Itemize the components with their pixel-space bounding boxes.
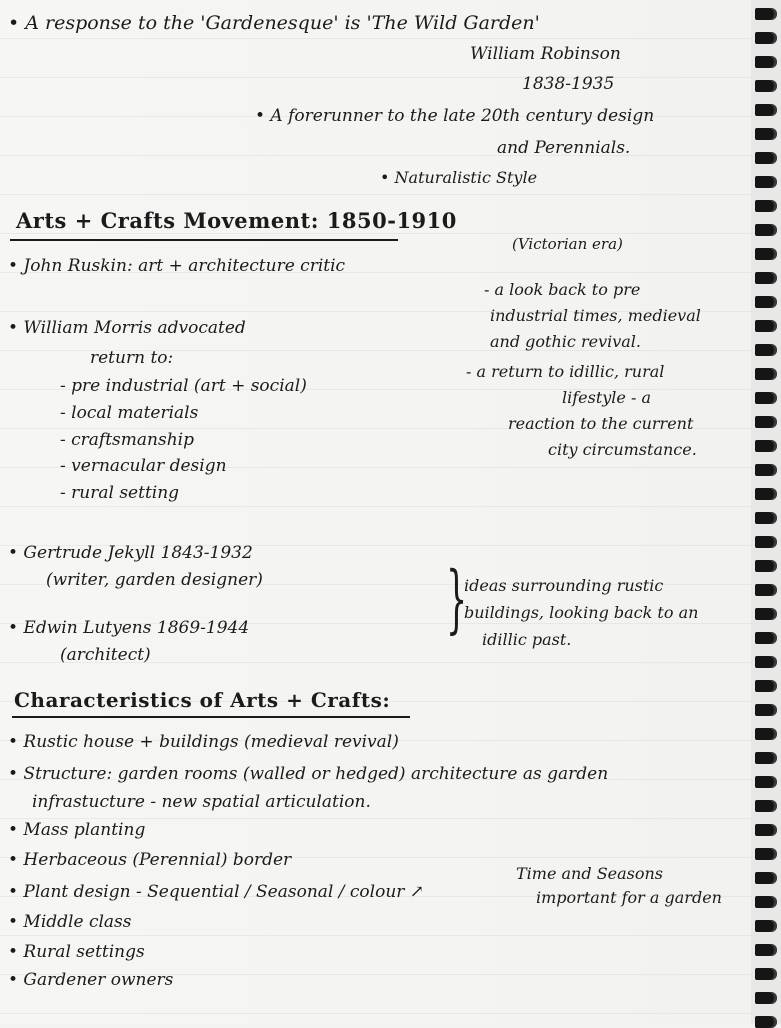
binding-ring — [755, 248, 777, 260]
characteristic-item: • Gardener owners — [8, 970, 174, 990]
binding-ring — [755, 704, 777, 716]
binding-ring — [755, 872, 777, 884]
ruskin-line: • John Ruskin: art + architecture critic — [8, 256, 346, 276]
binding-ring — [755, 560, 777, 572]
right-note: - a look back to pre — [484, 280, 641, 299]
curly-bracket: } — [445, 556, 468, 642]
characteristics-underline — [12, 716, 410, 718]
characteristics-heading: Characteristics of Arts + Crafts: — [14, 688, 391, 712]
intro-line-6: • Naturalistic Style — [380, 168, 538, 187]
binding-ring — [755, 848, 777, 860]
list-item: - vernacular design — [60, 456, 227, 476]
binding-ring — [755, 752, 777, 764]
binding-ring — [755, 680, 777, 692]
binding-ring — [755, 656, 777, 668]
right-note: - a return to idillic, rural — [466, 362, 665, 381]
right-note: reaction to the current — [508, 414, 694, 433]
ideas-note: ideas surrounding rustic — [464, 576, 664, 595]
list-item: - rural setting — [60, 483, 180, 503]
binding-ring — [755, 800, 777, 812]
arts-crafts-heading: Arts + Crafts Movement: 1850-1910 — [16, 208, 457, 233]
characteristic-item: infrastucture - new spatial articulation. — [32, 792, 371, 812]
binding-ring — [755, 128, 777, 140]
binding-ring — [755, 224, 777, 236]
binding-ring — [755, 176, 777, 188]
lutyens-line-1: • Edwin Lutyens 1869-1944 — [8, 618, 250, 638]
intro-line-3: 1838-1935 — [522, 74, 615, 94]
characteristic-item: • Plant design - Sequential / Seasonal / colour ↗ — [8, 882, 425, 902]
jekyll-line-1: • Gertrude Jekyll 1843-1932 — [8, 543, 253, 563]
right-note: city circumstance. — [548, 440, 697, 459]
characteristic-item: • Herbaceous (Perennial) border — [8, 850, 292, 870]
side-note-1: Time and Seasons — [516, 864, 664, 883]
binding-ring — [755, 320, 777, 332]
binding-ring — [755, 56, 777, 68]
list-item: - pre industrial (art + social) — [60, 376, 307, 396]
side-note-2: important for a garden — [536, 888, 722, 907]
binding-ring — [755, 536, 777, 548]
lutyens-line-2: (architect) — [60, 645, 151, 665]
binding-ring — [755, 968, 777, 980]
binding-ring — [755, 344, 777, 356]
binding-ring — [755, 608, 777, 620]
binding-ring — [755, 920, 777, 932]
binding-ring — [755, 944, 777, 956]
characteristic-item: • Middle class — [8, 912, 132, 932]
binding-ring — [755, 152, 777, 164]
spiral-binding — [751, 0, 781, 1024]
binding-ring — [755, 464, 777, 476]
binding-ring — [755, 416, 777, 428]
binding-ring — [755, 1016, 777, 1028]
binding-ring — [755, 776, 777, 788]
morris-line-1: • William Morris advocated — [8, 318, 246, 338]
morris-line-2: return to: — [90, 348, 174, 368]
list-item: - craftsmanship — [60, 430, 194, 450]
binding-ring — [755, 104, 777, 116]
binding-ring — [755, 824, 777, 836]
binding-ring — [755, 32, 777, 44]
binding-ring — [755, 584, 777, 596]
right-note: lifestyle - a — [562, 388, 652, 407]
characteristic-item: • Rural settings — [8, 942, 145, 962]
intro-line-2: William Robinson — [470, 44, 621, 64]
right-note: industrial times, medieval — [490, 306, 701, 325]
intro-line-1: • A response to the 'Gardenesque' is 'The Wild Garden' — [8, 12, 540, 34]
binding-ring — [755, 392, 777, 404]
binding-ring — [755, 896, 777, 908]
binding-ring — [755, 728, 777, 740]
binding-ring — [755, 272, 777, 284]
binding-ring — [755, 80, 777, 92]
binding-ring — [755, 200, 777, 212]
intro-line-4: • A forerunner to the late 20th century design — [255, 106, 655, 126]
binding-ring — [755, 440, 777, 452]
binding-ring — [755, 8, 777, 20]
binding-ring — [755, 296, 777, 308]
era-note: (Victorian era) — [512, 235, 623, 253]
binding-ring — [755, 992, 777, 1004]
intro-line-5: and Perennials. — [497, 138, 631, 158]
binding-ring — [755, 368, 777, 380]
characteristic-item: • Structure: garden rooms (walled or hedged) architecture as garden — [8, 764, 609, 784]
binding-ring — [755, 488, 777, 500]
list-item: - local materials — [60, 403, 199, 423]
ideas-note: idillic past. — [482, 630, 572, 649]
characteristic-item: • Mass planting — [8, 820, 146, 840]
jekyll-line-2: (writer, garden designer) — [46, 570, 263, 590]
right-note: and gothic revival. — [490, 332, 641, 351]
heading-underline — [10, 239, 398, 241]
characteristic-item: • Rustic house + buildings (medieval revival) — [8, 732, 399, 752]
binding-ring — [755, 632, 777, 644]
ideas-note: buildings, looking back to an — [464, 603, 699, 622]
binding-ring — [755, 512, 777, 524]
